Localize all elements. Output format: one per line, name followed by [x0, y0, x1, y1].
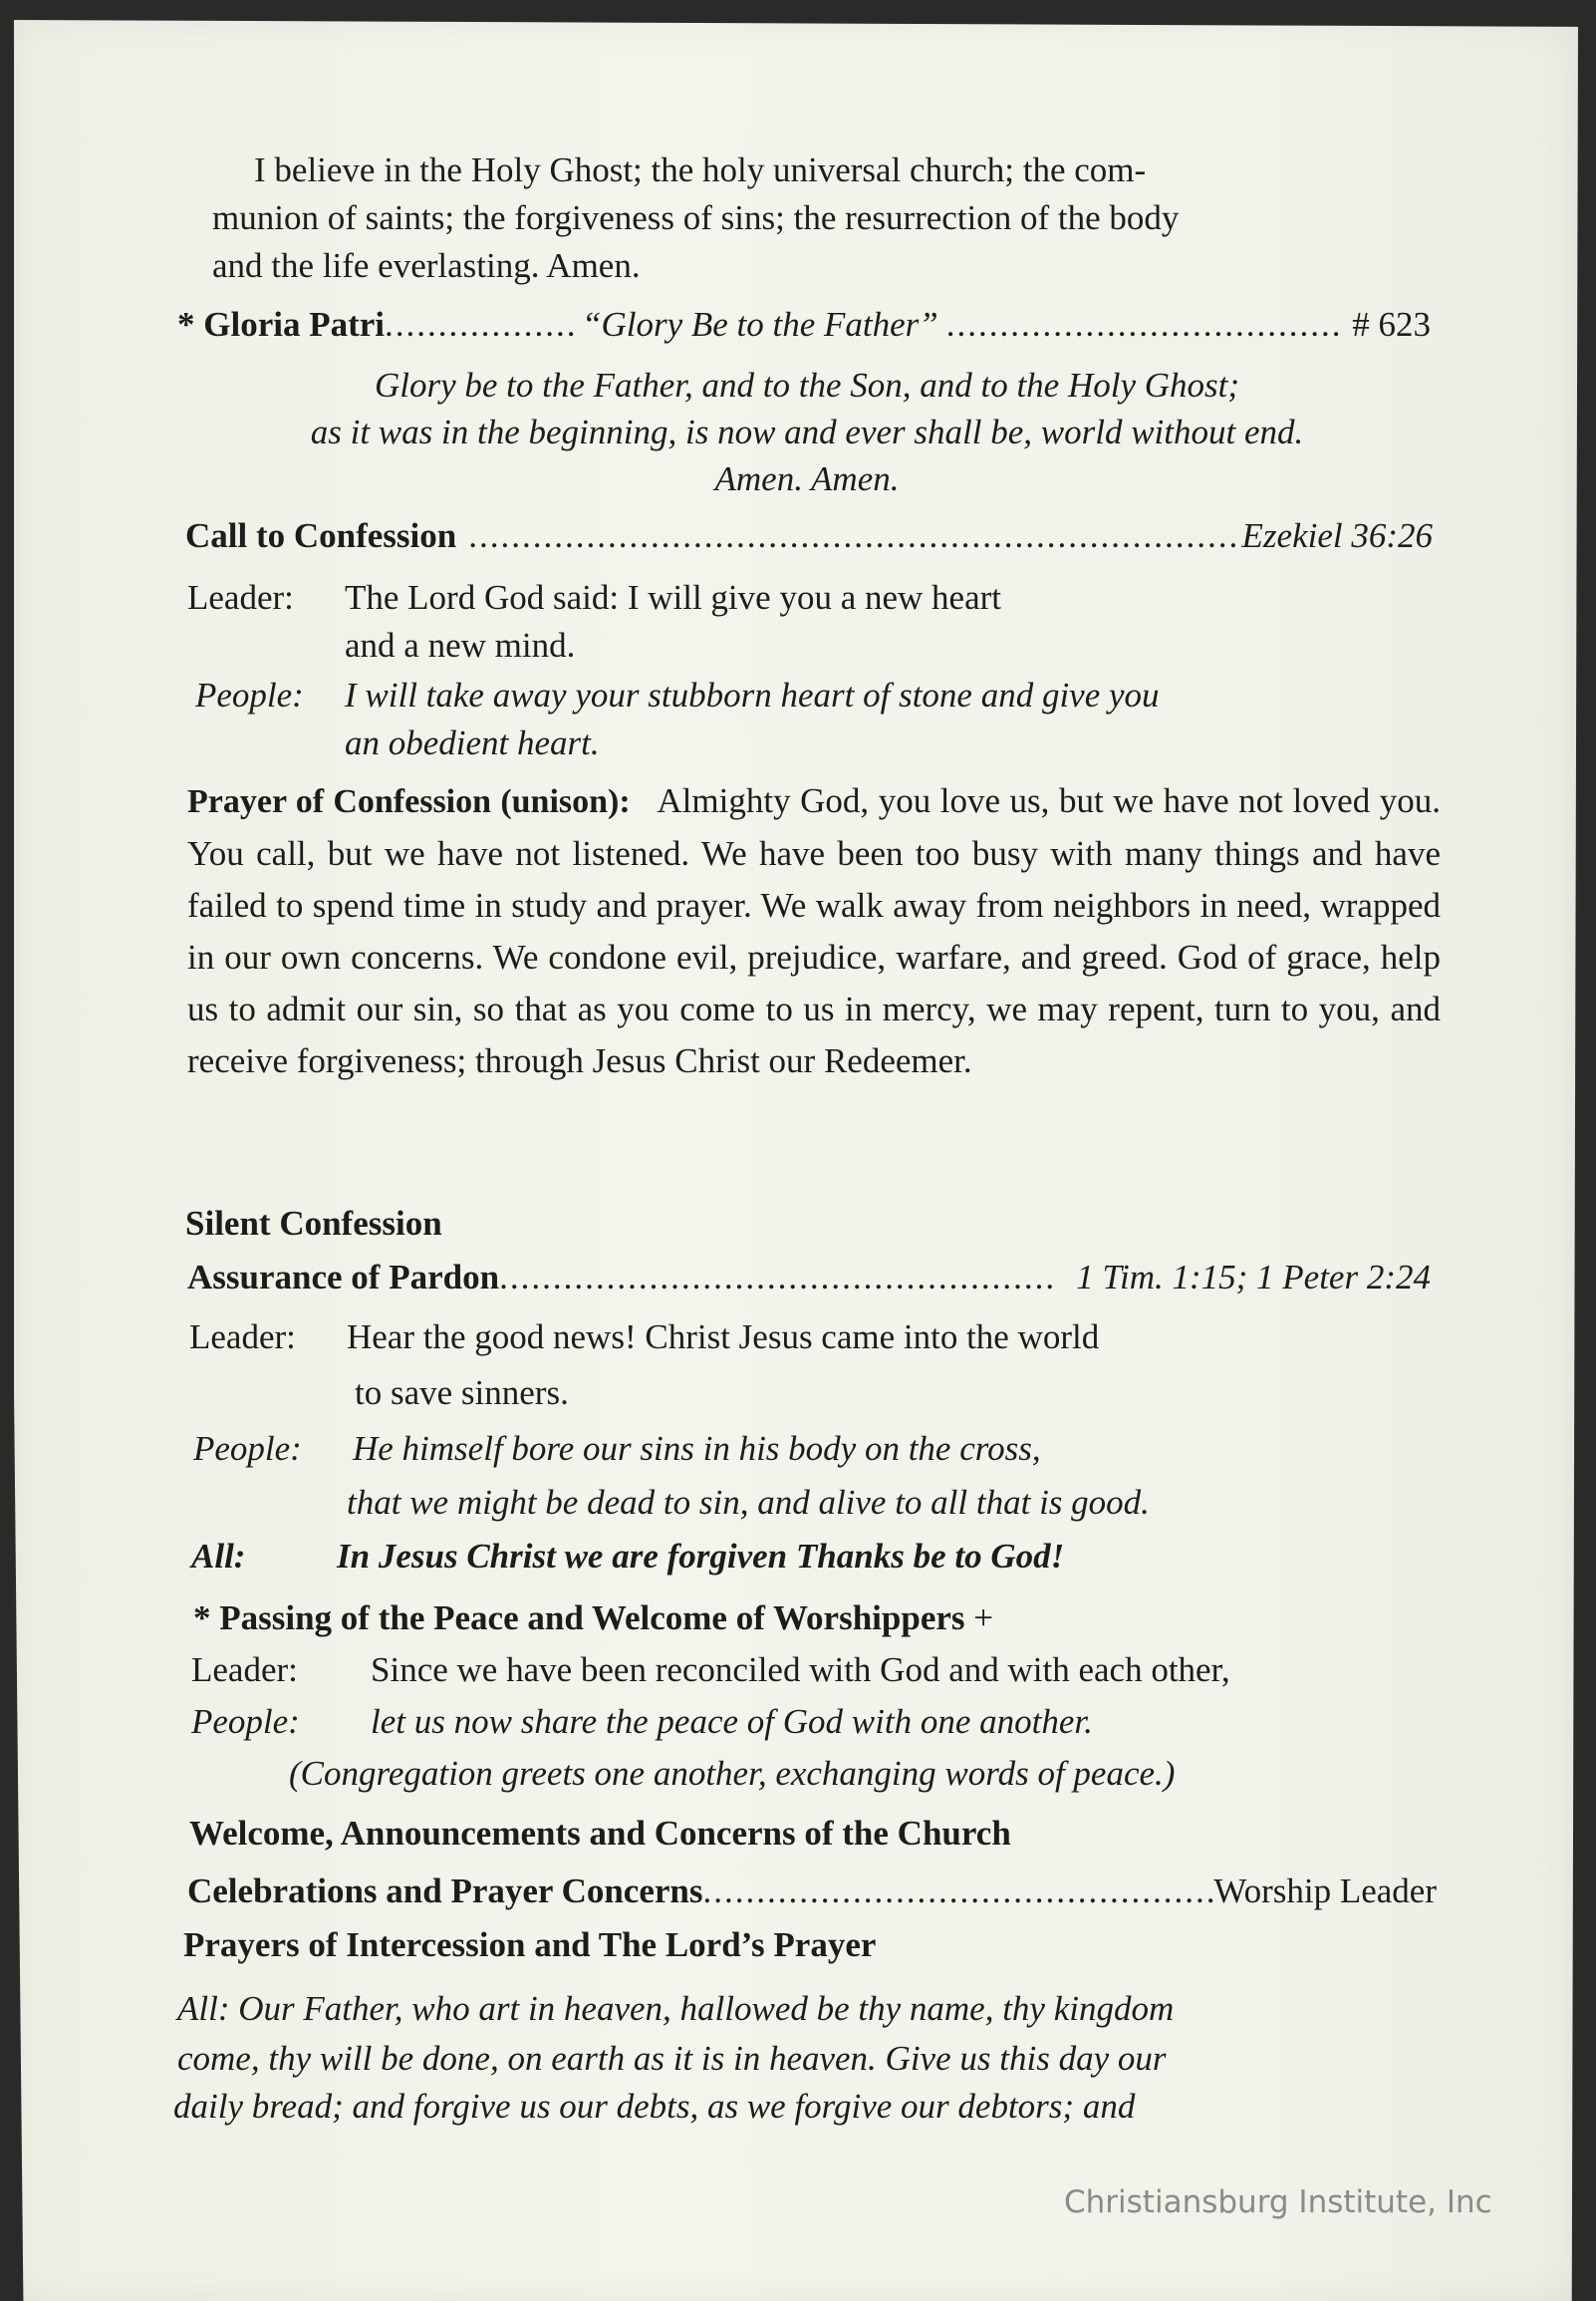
gloria-heading: [177, 301, 1431, 349]
call-leader-line-1: The Lord God said: I will give you a new heart: [345, 578, 1001, 617]
assurance-leader-line-2: to save sinners.: [355, 1373, 569, 1412]
creed-line-2: munion of saints; the forgiveness of sins; the resurrection of the body: [212, 198, 1180, 237]
assurance-heading: [187, 1254, 1431, 1301]
leader-dots: [499, 1254, 1058, 1301]
peace-title: * Passing of the Peace and Welcome of Worshippers: [193, 1598, 965, 1637]
assurance-leader-line-1: Hear the good news! Christ Jesus came into the world: [347, 1317, 1100, 1356]
gloria-line-2: as it was in the beginning, is now and ever shall be, world without end.: [310, 413, 1304, 451]
gloria-number: # 623: [1352, 305, 1431, 344]
gloria-line-3: Amen. Amen.: [714, 459, 900, 498]
celebrations-heading: [187, 1868, 1437, 1915]
assurance-reference: 1 Tim. 1:15; 1 Peter 2:24: [1076, 1258, 1431, 1296]
lords-prayer-line-2: come, thy will be done, on earth as it is in heaven. Give us this day our: [177, 2039, 1167, 2078]
assurance-title: Assurance of Pardon: [187, 1258, 500, 1296]
celebrations-leader: Worship Leader: [1213, 1871, 1437, 1910]
welcome-title: Welcome, Announcements and Concerns of the Church: [189, 1814, 1011, 1853]
prayer-title: Prayer of Confession (unison):: [187, 783, 631, 820]
intercession-title: Prayers of Intercession and The Lord’s Prayer: [183, 1925, 877, 1964]
gloria-hymn: “Glory Be to the Father”: [582, 305, 938, 344]
peace-people-text: let us now share the peace of God with one another.: [371, 1702, 1093, 1741]
assurance-leader-label: Leader:: [189, 1317, 296, 1356]
assurance-people-line-1: He himself bore our sins in his body on the cross,: [353, 1429, 1041, 1468]
prayer-of-confession: [187, 775, 1441, 1087]
call-reference: Ezekiel 36:26: [1241, 516, 1433, 555]
gloria-line-1: Glory be to the Father, and to the Son, and to the Holy Ghost;: [374, 366, 1240, 405]
lords-prayer-line-3: daily bread; and forgive us our debts, as we forgive our debtors; and: [173, 2087, 1136, 2126]
peace-leader-text: Since we have been reconciled with God and with each other,: [371, 1650, 1230, 1689]
peace-people-label: People:: [191, 1702, 300, 1741]
call-people-label: People:: [195, 676, 304, 715]
celebrations-title: Celebrations and Prayer Concerns: [187, 1871, 703, 1910]
call-people-line-1: I will take away your stubborn heart of stone and give you: [345, 676, 1160, 715]
creed-line-1: I believe in the Holy Ghost; the holy universal church; the com-: [254, 150, 1147, 189]
peace-leader-label: Leader:: [191, 1650, 298, 1689]
call-title: Call to Confession: [185, 516, 457, 555]
leader-dots: [946, 301, 1344, 349]
assurance-people-label: People:: [193, 1429, 302, 1468]
leader-dots: [385, 301, 574, 349]
peace-note: (Congregation greets one another, exchanging words of peace.): [289, 1754, 1176, 1793]
assurance-all-text: In Jesus Christ we are forgiven Thanks be to God!: [337, 1537, 1065, 1576]
peace-heading: [193, 1594, 993, 1642]
prayer-text: Almighty God, you love us, but we have not loved you. You call, but we have not listened. We have been too busy with many things and have failed to spend time in study and prayer. We walk away from neighbors in need, wrapped in our own concerns. We condone evil, prejudice, warfare, and greed. God of grace, help us to admit our sin, so that as you come to us in mercy, we may repent, turn to you, and receive forgiveness; through Jesus Christ our Redeemer.: [187, 781, 1441, 1080]
lords-prayer-line-1: All: Our Father, who art in heaven, hallowed be thy name, thy kingdom: [177, 1989, 1175, 2028]
call-leader-line-2: and a new mind.: [345, 626, 576, 665]
call-heading: [185, 512, 1433, 560]
leader-dots: [468, 512, 1241, 560]
watermark: Christiansburg Institute, Inc: [1064, 2184, 1492, 2220]
call-leader-label: Leader:: [187, 578, 294, 617]
assurance-all-label: All:: [191, 1537, 246, 1576]
call-people-line-2: an obedient heart.: [345, 723, 600, 762]
peace-plus: +: [973, 1598, 994, 1637]
assurance-people-line-2: that we might be dead to sin, and alive to all that is good.: [347, 1483, 1150, 1522]
leader-dots: [703, 1868, 1214, 1915]
silent-confession-title: Silent Confession: [185, 1204, 442, 1243]
creed-line-3: and the life everlasting. Amen.: [212, 246, 641, 285]
gloria-title: * Gloria Patri: [177, 305, 386, 344]
